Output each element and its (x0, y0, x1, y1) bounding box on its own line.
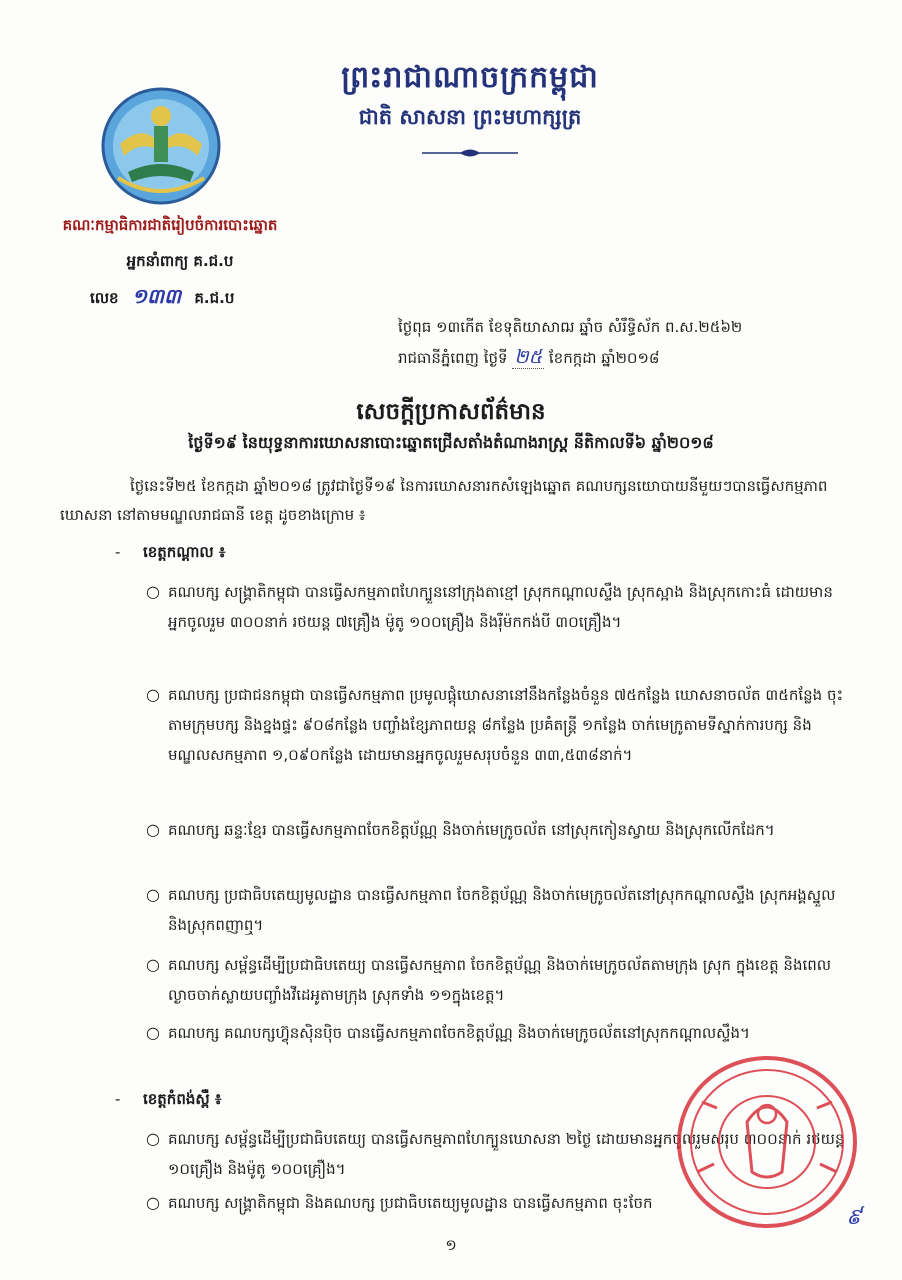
list-item (146, 680, 848, 770)
date-suffix: ខែកក្កដា ឆ្នាំ២០១៨ (548, 349, 660, 367)
list-item-text: គណបក្ស គណបក្សហ៊្វុនស៊ិនប៉ិច បានធ្វើសកម្មភាពចែកខិត្តប័ណ្ណ និងចាក់មេក្រូចល័តនៅស្រុកកណ្តាលស្ទឹង។ (168, 1024, 750, 1042)
page-number: ១ (445, 1236, 457, 1254)
bullet-icon: ○ (146, 1193, 160, 1212)
ornament-divider (420, 146, 520, 160)
section-heading-text: ខេត្តកណ្តាល ៖ (143, 543, 226, 561)
date-prefix: រាជធានីភ្នំពេញ ថ្ងៃទី (398, 349, 508, 367)
handwritten-day: ២៥ (514, 346, 543, 368)
list-item (146, 950, 848, 1010)
list-item-text: គណបក្ស ឆន្ទៈខ្មែរ បានធ្វើសកម្មភាពចែកខិត្តប័ណ្ណ និងចាក់មេក្រូចល័ត នៅស្រុកកៀនស្វាយ និងស្រុកលើកដែក។ (168, 821, 775, 839)
national-motto: ជាតិ សាសនា ព្រះមហាក្សត្រ (358, 105, 582, 129)
section-heading-kandal (115, 543, 226, 565)
reference-suffix: គ.ជ.ប (194, 289, 235, 307)
bullet-icon: ○ (146, 1129, 160, 1148)
list-item (146, 1018, 848, 1048)
bullet-icon: ○ (146, 685, 160, 704)
bullet-icon: ○ (146, 1023, 160, 1042)
list-item-text: គណបក្ស សម្ព័ន្ធដើម្បីប្រជាធិបតេយ្យ បានធ្វើសកម្មភាព ចែកខិត្តប័ណ្ណ និងចាក់មេក្រូចល័តតាមក្រុង ស្រុក ក្នុងខេត្ត និងពេលល្ងាចចាក់ស្លាយបញ្ចាំងវីដេអូតាមក្រុង ស្រុកទាំង ១១ក្នុងខេត្ត។ (168, 956, 832, 1004)
list-item (146, 880, 848, 940)
intro-paragraph (60, 472, 855, 530)
section-heading-kampong-speu (115, 1090, 221, 1112)
official-seal-stamp (672, 1052, 862, 1232)
kingdom-heading: ព្រះរាជាណាចក្រកម្ពុជា (341, 60, 599, 95)
section-heading-text: ខេត្តកំពង់ស្ពឺ ៖ (143, 1090, 222, 1108)
handwritten-initial: ៩ (846, 1205, 862, 1230)
list-item (146, 815, 848, 845)
spokesperson-label: អ្នកនាំពាក្យ គ.ជ.ប (126, 252, 234, 270)
list-item-text: គណបក្ស ប្រជាធិបតេយ្យមូលដ្ឋាន បានធ្វើសកម្មភាព ចែកខិត្តប័ណ្ណ និងចាក់មេក្រូចល័តនៅស្រុកកណ្តាលស្ទឹង ស្រុកអង្គស្នួល និងស្រុកពញាឮ។ (168, 886, 836, 934)
committee-name: គណៈកម្មាធិការជាតិរៀបចំការបោះឆ្នោត (62, 216, 278, 234)
handwritten-reference-number: ១៣៣ (131, 284, 182, 308)
bullet-icon: ○ (146, 582, 160, 601)
national-election-committee-emblem (100, 86, 222, 206)
bullet-icon: ○ (146, 955, 160, 974)
list-item-text: គណបក្ស សង្គ្រាតិកម្ពុជា បានធ្វើសកម្មភាពហែក្បួននៅក្រុងតាខ្មៅ ស្រុកកណ្តាលស្ទឹង ស្រុកស្អាង និងស្រុកកោះធំ ដោយមានអ្នកចូលរួម ៣០០នាក់ រថយន្ត ៧គ្រឿង ម៉ូតូ ១០០គ្រឿង និងរ៉ឺម៉កកង់បី ៣០គ្រឿង។ (168, 583, 833, 631)
bullet-icon: ○ (146, 885, 160, 904)
lunar-date: ថ្ងៃពុធ ១៣កើត ខែទុតិយាសាឍ ឆ្នាំច សំរឹទ្ធិស័ក ព.ស.២៥៦២ (398, 318, 743, 336)
dash-marker: - (115, 543, 121, 561)
dash-marker: - (115, 1090, 121, 1108)
list-item-text: គណបក្ស សង្គ្រាតិកម្ពុជា និងគណបក្ស ប្រជាធិបតេយ្យមូលដ្ឋាន បានធ្វើសកម្មភាព ចុះចែក (168, 1194, 653, 1212)
press-release-title: សេចក្តីប្រកាសព័ត៌មាន (356, 399, 546, 425)
list-item (146, 577, 848, 637)
press-release-subtitle: ថ្ងៃទី១៩ នៃយុទ្ធនាការឃោសនាបោះឆ្នោតជ្រើសតាំងតំណាងរាស្ត្រ នីតិកាលទី៦ ឆ្នាំ២០១៨ (188, 433, 714, 452)
list-item-text: គណបក្ស សម្ព័ន្ធដើម្បីប្រជាធិបតេយ្យ បានធ្វើសកម្មភាពហែក្បួនឃោសនា ២ថ្ងៃ ដោយមានអ្នកចូលរួមសរុប ៣០០នាក់ រថយន្ត ១០គ្រឿង និងម៉ូតូ ១០០គ្រឿង។ (168, 1130, 845, 1178)
intro-text: ថ្ងៃនេះទី២៥ ខែកក្កដា ឆ្នាំ២០១៨ ត្រូវជាថ្ងៃទី១៩ នៃការឃោសនារកសំឡេងឆ្នោត គណបក្សនយោបាយនីមួយៗបានធ្វើសកម្មភាពឃោសនា នៅតាមមណ្ឌលរាជធានី ខេត្ត ដូចខាងក្រោម ៖ (60, 477, 828, 524)
list-item-text: គណបក្ស ប្រជាជនកម្ពុជា បានធ្វើសកម្មភាព ប្រមូលផ្តុំឃោសនានៅនឹងកន្លែងចំនួន ៧៥កន្លែង ឃោសនាចល័ត ៣៥កន្លែង ចុះតាមក្រុមបក្ស និងខ្នងផ្ទះ ៩០៨កន្លែង បញ្ចាំងខ្សែភាពយន្ត ៨កន្លែង ប្រគំតន្ត្រី ១កន្លែង ចាក់មេក្រូតាមទីស្នាក់ការបក្ស និងមណ្ឌលសកម្មភាព ១,០៩០កន្លែង ដោយមានអ្នកចូលរួមសរុបចំនួន ៣៣,៥៣៨នាក់។ (168, 686, 844, 764)
reference-label: លេខ (90, 289, 119, 307)
reference-number (90, 283, 234, 313)
issue-date (398, 345, 660, 373)
bullet-icon: ○ (146, 820, 160, 839)
